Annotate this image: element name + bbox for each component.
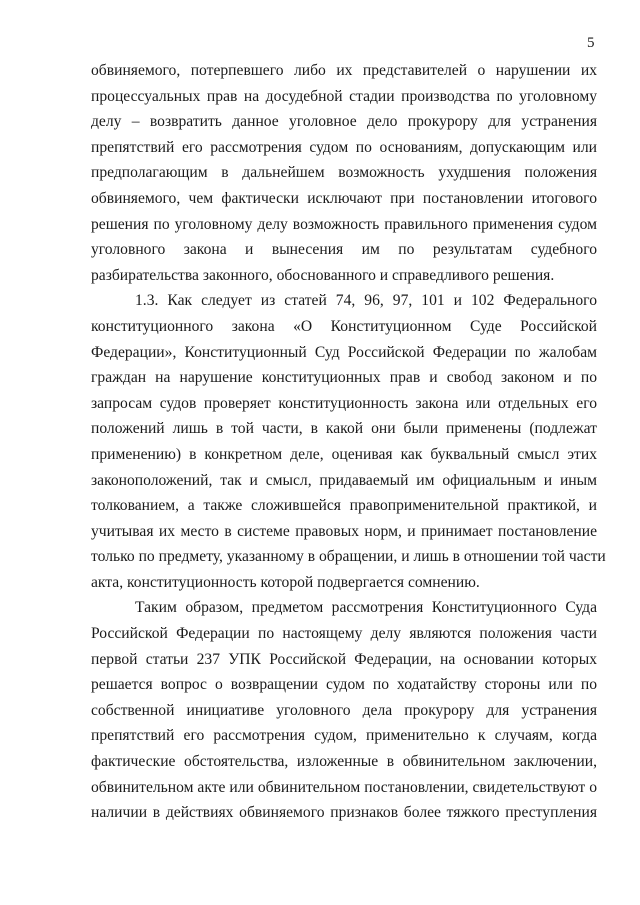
text-line: решения по уголовному делу возможность правильного применения судом [91, 215, 597, 233]
text-line: Российской Федерации по настоящему делу являются положения части [91, 625, 597, 643]
text-line: толкованием, а также сложившейся правоприменительной практикой, и [91, 497, 597, 515]
text-line: акта, конституционность которой подвергается сомнению. [91, 573, 480, 591]
text-line: процессуальных прав на досудебной стадии производства по уголовному [91, 87, 597, 105]
text-line: применению) в конкретном деле, оценивая как буквальный смысл этих [91, 445, 597, 463]
text-line: решается вопрос о возвращении судом по ходатайству стороны или по [91, 676, 597, 694]
text-line: положений лишь в той части, в какой они были применены (подлежат [91, 420, 597, 438]
text-line: Федерации», Конституционный Суд Российской Федерации по жалобам [91, 343, 597, 361]
text-line: препятствий его рассмотрения судом по основаниям, допускающим или [91, 138, 597, 156]
text-line: Таким образом, предметом рассмотрения Конституционного Суда [135, 599, 597, 617]
page-number: 5 [587, 35, 595, 51]
text-line: только по предмету, указанному в обращении, и лишь в отношении той части [91, 548, 606, 566]
text-line: запросам судов проверяет конституционность закона или отдельных его [91, 394, 597, 412]
text-line: учитывая их место в системе правовых норм, и принимает постановление [91, 522, 597, 540]
text-line: обвиняемого, потерпевшего либо их представителей о нарушении их [91, 62, 597, 79]
text-line: уголовного закона и вынесения им по результатам судебного [91, 241, 597, 259]
text-line: предполагающим в дальнейшем возможность ухудшения положения [91, 164, 597, 182]
text-line: граждан на нарушение конституционных прав и свобод законом и по [91, 369, 597, 387]
text-line: первой статьи 237 УПК Российской Федерации, на основании которых [91, 650, 597, 668]
paragraph-continuation [91, 58, 597, 288]
text-line: конституционного закона «О Конституционном Суде Российской [91, 317, 597, 335]
paragraph-1-3 [91, 288, 606, 595]
text-line: обвинительном акте или обвинительном постановлении, свидетельствуют о [91, 778, 597, 796]
text-line: фактические обстоятельства, изложенные в обвинительном заключении, [91, 753, 597, 771]
paragraph-conclusion [91, 595, 597, 825]
text-line: наличии в действиях обвиняемого признаков более тяжкого преступления [91, 804, 597, 822]
text-line: разбирательства законного, обоснованного и справедливого решения. [91, 266, 555, 284]
text-line: 1.3. Как следует из статей 74, 96, 97, 101 и 102 Федерального [135, 292, 597, 310]
text-line: собственной инициативе уголовного дела прокурору для устранения [91, 701, 597, 719]
text-line: законоположений, так и смысл, придаваемый им официальным и иным [91, 471, 597, 489]
text-line: обвиняемого, чем фактически исключают при постановлении итогового [91, 189, 597, 207]
document-body [91, 58, 606, 826]
text-line: делу – возвратить данное уголовное дело прокурору для устранения [91, 113, 597, 131]
text-line: препятствий его рассмотрения судом, применительно к случаям, когда [91, 727, 597, 745]
